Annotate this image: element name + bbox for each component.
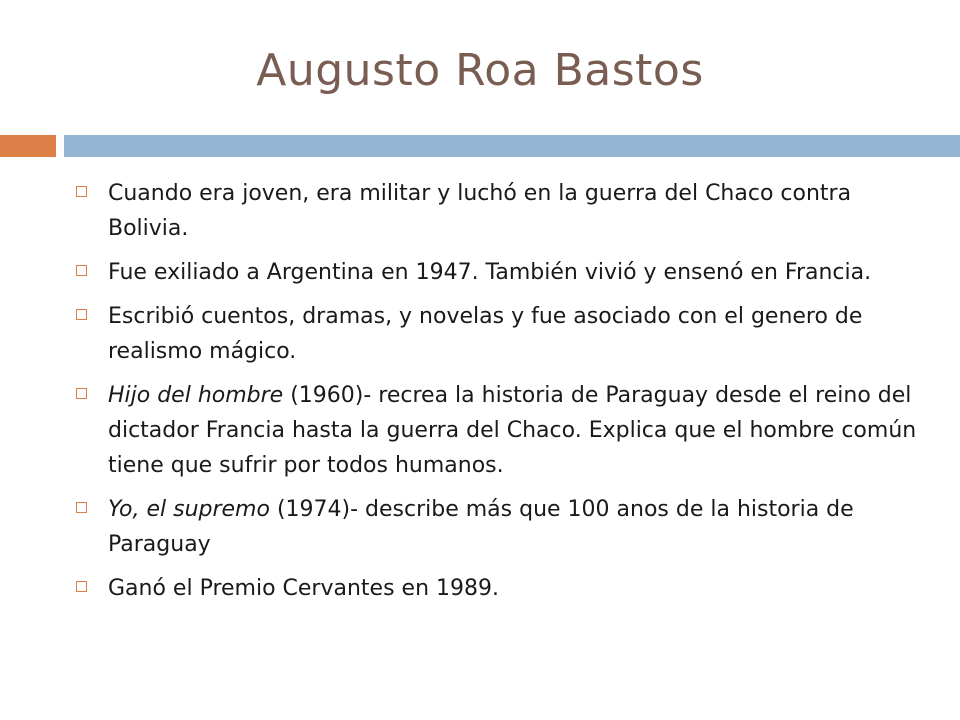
bullet-text: (1974)- describe más que 100 anos de la historia de Paraguay <box>108 497 854 557</box>
book-title-prefix: Yo, <box>108 497 147 522</box>
hollow-square-icon <box>76 502 87 513</box>
bullet-exile <box>76 255 936 290</box>
bullet-text: Fue exiliado a Argentina en 1947. También vivió y ensenó en Francia. <box>108 260 872 285</box>
bullet-text: Cuando era joven, era militar y luchó en la guerra del Chaco contra Bolivia. <box>108 181 852 241</box>
bullet-list <box>76 176 936 615</box>
hollow-square-icon <box>76 186 87 197</box>
book-title: Hijo del hombre <box>108 383 284 408</box>
bullet-text: Escribió cuentos, dramas, y novelas y fue asociado con el genero de realismo mágico. <box>108 304 863 364</box>
bullet-award <box>76 571 936 606</box>
bullet-text: Ganó el Premio Cervantes en 1989. <box>108 576 499 601</box>
hollow-square-icon <box>76 309 87 320</box>
hollow-square-icon <box>76 581 87 592</box>
title-accent-bar <box>0 135 56 157</box>
bullet-works <box>76 299 936 369</box>
bullet-hijo-del-hombre <box>76 378 936 483</box>
bullet-military <box>76 176 936 246</box>
slide-title: Augusto Roa Bastos <box>256 45 704 96</box>
hollow-square-icon <box>76 388 87 399</box>
title-divider-bar <box>64 135 960 157</box>
hollow-square-icon <box>76 265 87 276</box>
bullet-yo-el-supremo <box>76 492 936 562</box>
bullet-text: (1960)- recrea la historia de Paraguay desde el reino del dictador Francia hasta la guerra del Chaco. Explica que el hombre común tiene que sufrir por todos humanos. <box>108 383 917 478</box>
book-title: el supremo <box>146 497 270 522</box>
